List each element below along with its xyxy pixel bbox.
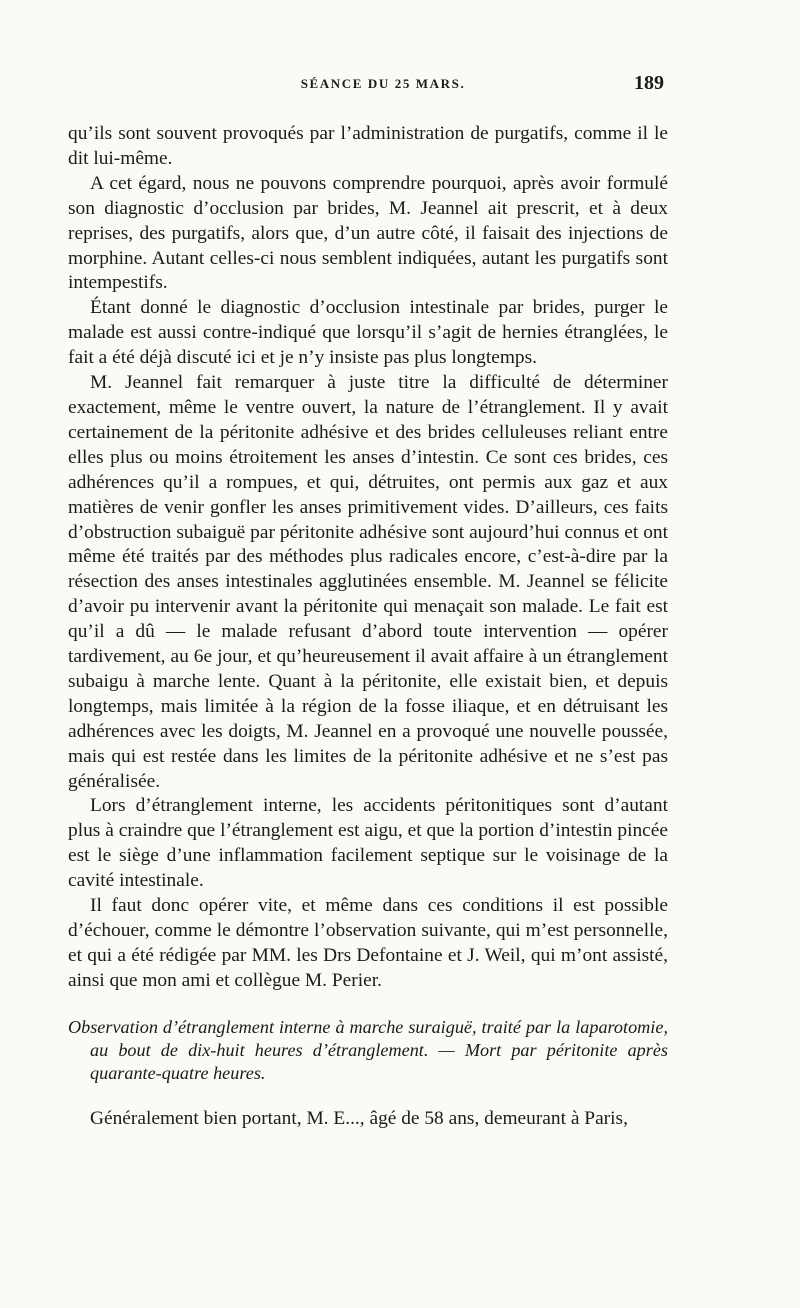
- running-head: [68, 72, 668, 100]
- body-text: [68, 122, 668, 994]
- paragraph-start: Généralement bien portant, M. E..., âgé de 58 ans, demeurant à Paris,: [90, 1107, 628, 1129]
- paragraph: Étant donné le diagnostic d’occlusion intestinale par brides, purger le malade est aussi contre-indiqué que lorsqu’il s’agit de hernies étranglées, le fait a été déjà discuté ici et je n’y insiste pas plus longtemps.: [68, 297, 668, 369]
- observation-heading: Observation d’étranglement interne à marche suraiguë, traité par la laparotomie, au bout de dix-huit heures d’étranglement. — Mort par péritonite après quarante-quatre heures.: [68, 1016, 668, 1083]
- paragraph: qu’ils sont souvent provoqués par l’administration de purgatifs, comme il le dit lui-même.: [68, 123, 668, 169]
- paragraph: A cet égard, nous ne pouvons comprendre pourquoi, après avoir formulé son diagnostic d’occlusion par brides, M. Jeannel ait prescrit, et à deux reprises, des purgatifs, alors que, d’un autre côté, il faisait des injections de morphine. Autant celles-ci nous semblent indiquées, autant les purgatifs sont intempestifs.: [68, 172, 668, 294]
- paragraph: Il faut donc opérer vite, et même dans ces conditions il est possible d’échouer, comme le démontre l’observation suivante, qui m’est personnelle, et qui a été rédigée par MM. les Drs Defontaine et J. Weil, qui m’ont assisté, ainsi que mon ami et collègue M. Perier.: [68, 895, 668, 991]
- book-page: [68, 72, 668, 1132]
- page-number: 189: [634, 72, 664, 94]
- running-title: SÉANCE DU 25 MARS.: [300, 76, 466, 91]
- paragraph: M. Jeannel fait remarquer à juste titre la difficulté de déterminer exactement, même le ventre ouvert, la nature de l’étranglement. Il y avait certainement de la péritonite adhésive et des brides celluleuses reliant entre elles plus ou moins étroitement les anses d’intestin. Ce sont ces brides, ces adhérences qu’il a rompues, et qui, détruites, ont permis aux gaz et aux matières de venir gonfler les anses primitivement vides. D’ailleurs, ces faits d’obstruction subaiguë par péritonite adhésive sont aujourd’hui connus et ont même été traités par des méthodes plus radicales encore, c’est-à-dire par la résection des anses intestinales agglutinées ensemble. M. Jeannel se félicite d’avoir pu intervenir avant la péritonite qui menaçait son malade. Le fait est qu’il a dû — le malade refusant d’abord toute intervention — opérer tardivement, au 6e jour, et qu’heureusement il avait affaire à un étranglement subaigu à marche lente. Quant à la péritonite, elle existait bien, et depuis longtemps, mais limitée à la région de la fosse iliaque, et en détruisant les adhérences avec les doigts, M. Jeannel en a provoqué une nouvelle poussée, mais qui est restée dans les limites de la péritonite adhésive et ne s’est pas généralisée.: [68, 372, 668, 792]
- paragraph: Lors d’étranglement interne, les accidents péritonitiques sont d’autant plus à craindre que l’étranglement est aigu, et que la portion d’intestin pincée est le siège d’une inflammation facilement septique sur le voisinage de la cavité intestinale.: [68, 795, 668, 892]
